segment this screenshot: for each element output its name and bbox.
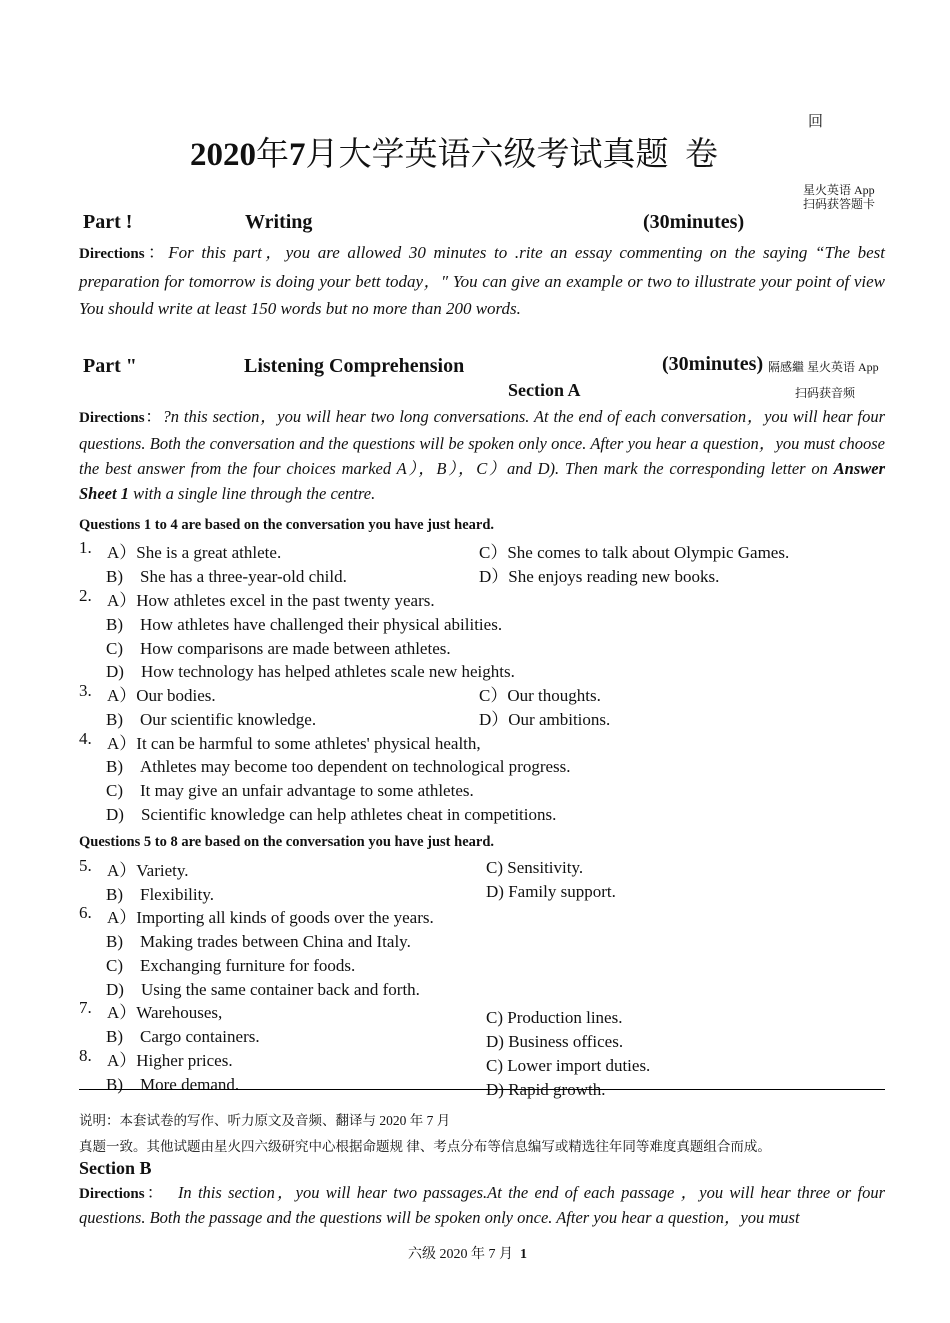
- footnote-line-2: 真题一致。其他试题由星火四六级研究中心根据命题规 律、考点分布等信息编写或精选往年同等难度真题组合而成。: [79, 1139, 771, 1154]
- option-b: B) Flexibility.: [106, 885, 214, 904]
- option-b: B) She has a three-year-old child.: [106, 567, 347, 586]
- question-number: 2.: [79, 586, 92, 605]
- option-d: D) Rapid growth.: [486, 1080, 606, 1099]
- option-a: A）She is a great athlete.: [107, 543, 282, 562]
- footnote-line-1: 说明：本套试卷的写作、听力原文及音频、翻译与 2020 年 7 月: [79, 1113, 451, 1128]
- option-c: C) Exchanging furniture for foods.: [106, 956, 356, 975]
- option-a: A）Importing all kinds of goods over the years.: [107, 908, 434, 927]
- question-number: 8.: [79, 1046, 92, 1065]
- option-b: B) Cargo containers.: [106, 1027, 260, 1046]
- part1-name: Writing: [245, 211, 313, 233]
- option-d: D）Our ambitions.: [479, 710, 611, 729]
- question-number: 6.: [79, 903, 92, 922]
- option-c: C）She comes to talk about Olympic Games.: [479, 543, 790, 562]
- part2-time: (30minutes): [662, 353, 764, 375]
- page-title: 2020年7月大学英语六级考试真题 卷: [190, 137, 718, 173]
- option-a: A）It can be harmful to some athletes' physical health,: [107, 734, 481, 753]
- question-number: 4.: [79, 729, 92, 748]
- option-b: B) How athletes have challenged their physical abilities.: [106, 615, 503, 634]
- qr-code-icon: 回: [808, 114, 824, 130]
- part2-label: Part ": [83, 355, 137, 377]
- option-d: D）She enjoys reading new books.: [479, 567, 720, 586]
- option-d: D) How technology has helped athletes scale new heights.: [106, 662, 515, 681]
- section-b-directions: Directions： In this section，you will hear two passages.At the end of each passage ，you will hear three or four questions. Both the passage and the questions will be spoken only once. After you hear a question，you must: [79, 1183, 885, 1227]
- option-b: B) Our scientific knowledge.: [106, 710, 317, 729]
- option-b: B) Athletes may become too dependent on technological progress.: [106, 757, 571, 776]
- option-d: D) Scientific knowledge can help athletes cheat in competitions.: [106, 805, 557, 824]
- footnote-divider: [79, 1089, 885, 1090]
- answer-sheet-qr-note: 星火英语 App 扫码获答题卡: [803, 183, 876, 211]
- option-c: C）Our thoughts.: [479, 686, 601, 705]
- option-a: A）Variety.: [107, 861, 189, 880]
- option-d: D) Business offices.: [486, 1032, 624, 1051]
- option-c: C) Sensitivity.: [486, 858, 584, 877]
- option-b: B) More demand.: [106, 1075, 240, 1094]
- option-a: A）Higher prices.: [107, 1051, 233, 1070]
- question-number: 3.: [79, 681, 92, 700]
- option-a: A）How athletes excel in the past twenty years.: [107, 591, 435, 610]
- question-number: 7.: [79, 998, 92, 1017]
- audio-qr-note: 隔感繼 星火英语 App: [768, 360, 879, 374]
- part1-directions: Directions：For this part，you are allowed 30 minutes to .rite an essay commenting on the saying “The best preparation for tomorrow is doing your bett today，″ You can give an example or two to illustrate your point of view You should write at least 150 words but no more than 200 words.: [79, 243, 885, 318]
- option-c: C) How comparisons are made between athletes.: [106, 639, 451, 658]
- section-b-title: Section B: [79, 1158, 152, 1178]
- audio-qr-note-2: 扫码获音频: [795, 386, 856, 400]
- part2-directions: Directions：?n this section，you will hear two long conversations. At the end of each conversation，you will hear four questions. Both the conversation and the questions will be spoken only once. After you hear a question，you must choose the best answer from the four choices marked A），B），C）and D). Then mark the corresponding letter on Answer Sheet 1 with a single line through the centre.: [79, 407, 886, 503]
- part2-name: Listening Comprehension: [244, 355, 465, 377]
- question-number: 1.: [79, 538, 92, 557]
- part1-label: Part !: [83, 211, 133, 233]
- questions-1-4-header: Questions 1 to 4 are based on the conversation you have just heard.: [79, 517, 495, 533]
- option-d: D) Family support.: [486, 882, 616, 901]
- option-c: C) Lower import duties.: [486, 1056, 651, 1075]
- page-footer: 六级 2020 年 7 月 1: [408, 1247, 527, 1262]
- option-c: C) Production lines.: [486, 1008, 623, 1027]
- option-b: B) Making trades between China and Italy.: [106, 932, 411, 951]
- questions-5-8-header: Questions 5 to 8 are based on the conversation you have just heard.: [79, 834, 495, 850]
- option-c: C) It may give an unfair advantage to some athletes.: [106, 781, 474, 800]
- question-number: 5.: [79, 856, 92, 875]
- section-a-title: Section A: [508, 380, 581, 400]
- part1-time: (30minutes): [643, 211, 745, 233]
- option-a: A）Warehouses,: [107, 1003, 223, 1022]
- option-d: D) Using the same container back and forth.: [106, 980, 420, 999]
- option-a: A）Our bodies.: [107, 686, 216, 705]
